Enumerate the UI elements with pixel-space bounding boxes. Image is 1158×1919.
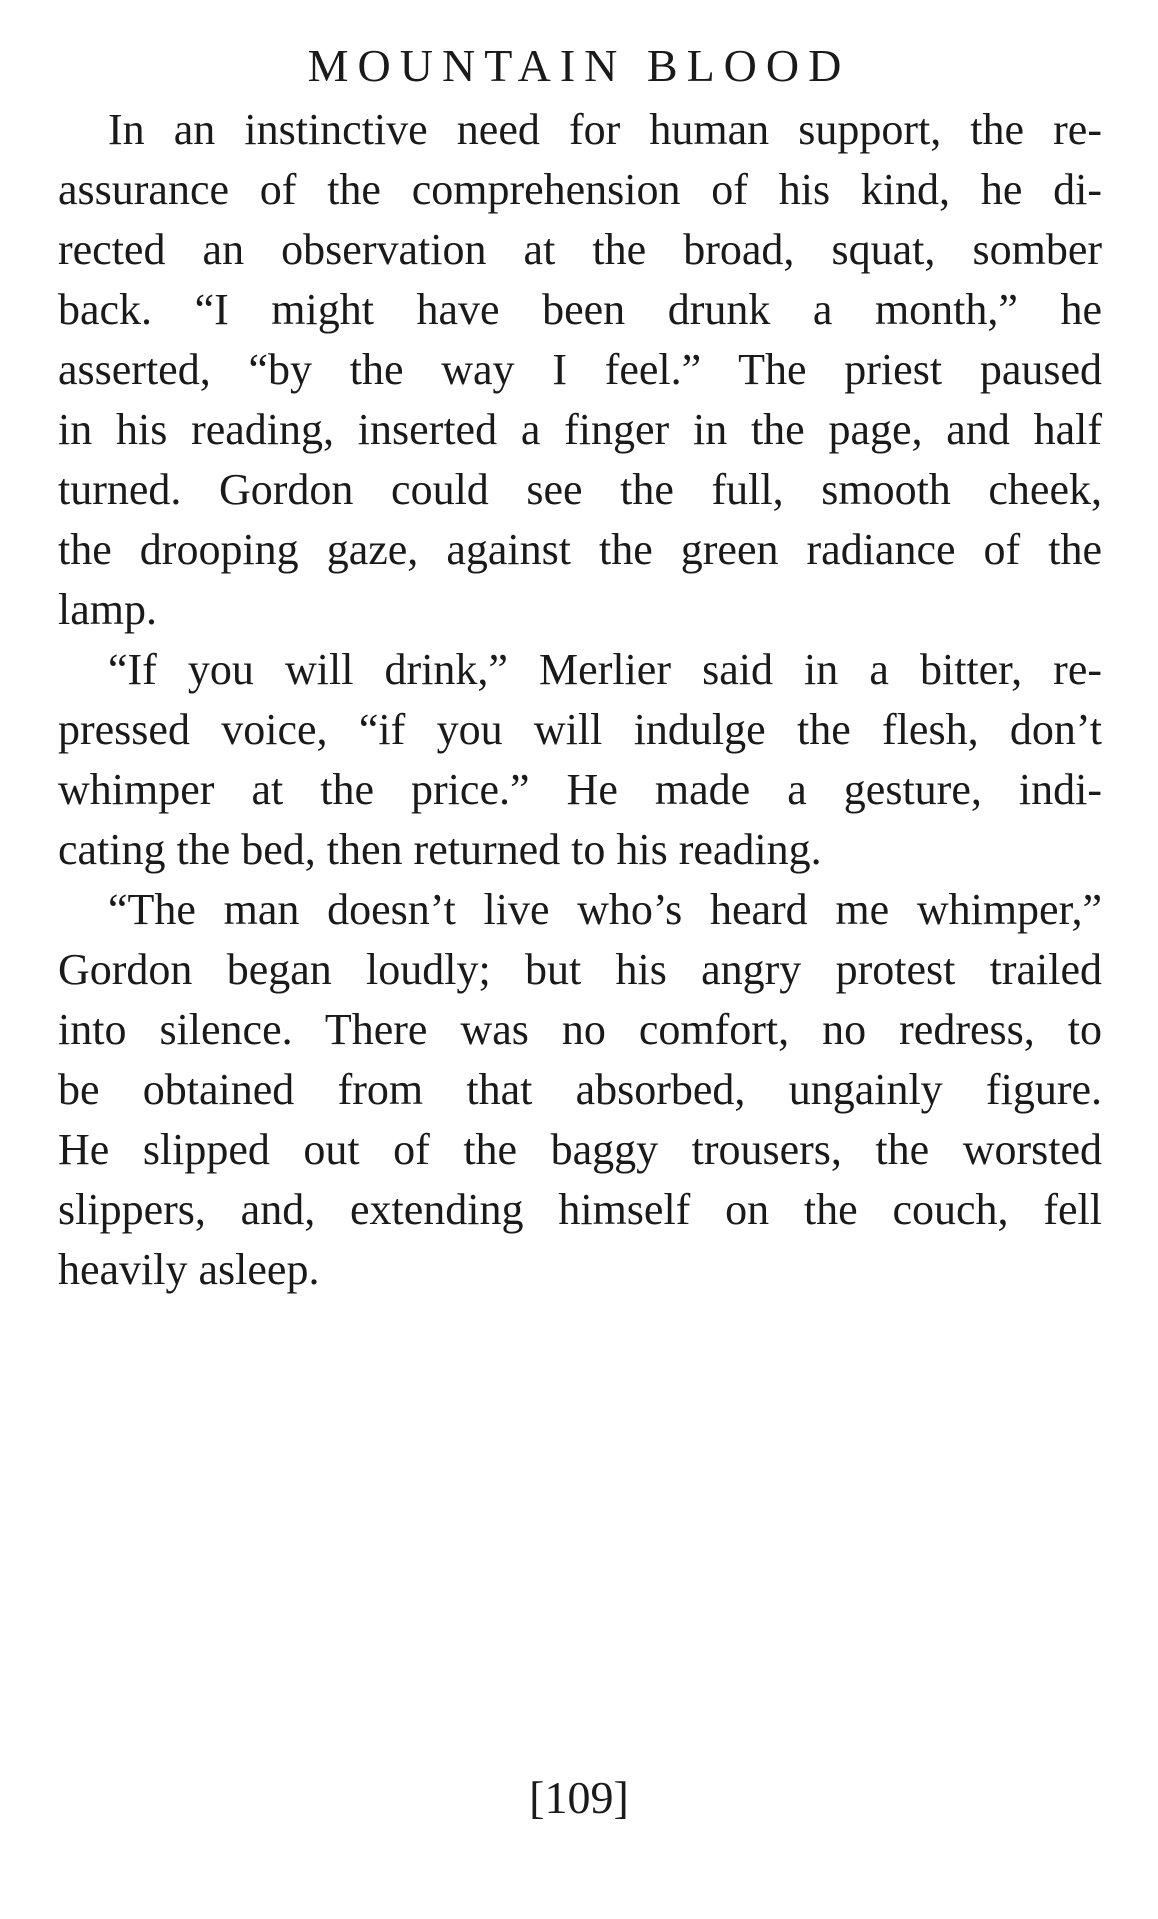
text-line: the drooping gaze, against the green radiance of the — [58, 525, 1102, 574]
paragraph-1 — [58, 100, 1102, 640]
text-line: rected an observation at the broad, squat, somber — [58, 225, 1102, 274]
text-line: be obtained from that absorbed, ungainly figure. — [58, 1065, 1102, 1114]
text-line: Gordon began loudly; but his angry protest trailed — [58, 945, 1102, 994]
paragraph-2 — [58, 640, 1102, 880]
text-line: turned. Gordon could see the full, smooth cheek, — [58, 465, 1102, 514]
running-head: MOUNTAIN BLOOD — [307, 40, 851, 91]
text-line: slippers, and, extending himself on the couch, fell — [58, 1185, 1102, 1234]
text-line: He slipped out of the baggy trousers, the worsted — [58, 1125, 1102, 1174]
text-line: In an instinctive need for human support, the re- — [108, 105, 1102, 154]
text-line: in his reading, inserted a finger in the page, and half — [58, 405, 1102, 454]
text-line: whimper at the price.” He made a gesture, indi- — [58, 765, 1102, 814]
text-line: “The man doesn’t live who’s heard me whimper,” — [108, 885, 1102, 934]
paragraph-3 — [58, 880, 1102, 1300]
text-line: heavily asleep. — [58, 1245, 320, 1294]
body-text — [58, 100, 1102, 1300]
text-line: into silence. There was no comfort, no redress, to — [58, 1005, 1102, 1054]
page-number: [109] — [529, 1772, 629, 1823]
text-line: pressed voice, “if you will indulge the flesh, don’t — [58, 705, 1102, 754]
text-line: asserted, “by the way I feel.” The priest paused — [58, 345, 1102, 394]
text-line: assurance of the comprehension of his kind, he di- — [58, 165, 1102, 214]
text-line: “If you will drink,” Merlier said in a bitter, re- — [108, 645, 1102, 694]
text-line: cating the bed, then returned to his reading. — [58, 825, 822, 874]
text-line: back. “I might have been drunk a month,” he — [58, 285, 1102, 334]
text-line: lamp. — [58, 585, 157, 634]
